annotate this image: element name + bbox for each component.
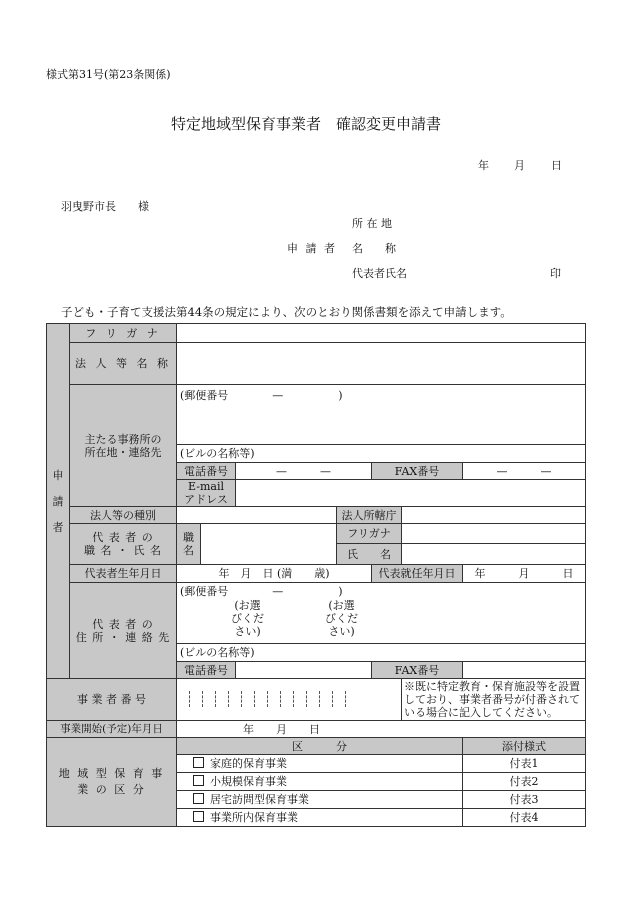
checkbox[interactable] [193, 757, 204, 768]
corp-name-input[interactable] [177, 343, 586, 385]
rep-start-input[interactable]: 年 月 日 [463, 565, 586, 583]
corp-type-label: 法人等の種別 [70, 507, 177, 524]
form-number: 様式第31号(第23条関係) [46, 68, 171, 81]
category-item-label: 居宅訪問型保育事業 [210, 793, 309, 806]
rep-title-input[interactable] [201, 524, 337, 565]
business-number-input[interactable] [177, 679, 402, 721]
corp-type-input[interactable] [177, 507, 337, 524]
rep-postal-input[interactable] [177, 583, 586, 644]
office-tel-label: 電話番号 [177, 463, 236, 480]
corp-name-label: 法 人 等 名 称 [70, 343, 177, 385]
rep-shimei-input[interactable] [402, 544, 586, 565]
attachment-header: 添付様式 [463, 738, 586, 755]
category-item-label: 事業所内保育事業 [210, 811, 298, 824]
page-title: 特定地域型保育事業者 確認変更申請書 [171, 115, 442, 133]
start-date-label: 事業開始(予定)年月日 [47, 721, 177, 738]
furigana-label: フ リ ガ ナ [70, 324, 177, 343]
intro-text: 子ども・子育て支援法第44条の規定により、次のとおり関係書類を添えて申請します。 [61, 305, 512, 319]
office-address-label: 主たる事務所の 所在地・連絡先 [70, 385, 177, 507]
rep-building-input[interactable]: (ビルの名称等) [177, 644, 586, 662]
addressee: 羽曳野市長 様 [61, 200, 149, 213]
start-date-input[interactable]: 年 月 日 [177, 721, 586, 738]
rep-tel-label: 電話番号 [177, 662, 236, 679]
category-item-label: 家庭的保育事業 [210, 757, 287, 770]
applicant-side-label: 申 請 者 [47, 324, 70, 679]
office-fax-label: FAX番号 [372, 463, 463, 480]
category-header: 区 分 [177, 738, 463, 755]
rep-shimei-label: 氏 名 [337, 544, 402, 565]
checkbox[interactable] [193, 775, 204, 786]
category-label: 地 域 型 保 育 事 業 の 区 分 [47, 738, 177, 827]
attachment-cell: 付表4 [463, 809, 586, 827]
rep-fax-label: FAX番号 [372, 662, 463, 679]
business-number-note: ※既に特定教育・保育施設等を設置しており、事業者番号が付番されている場合に記入してください。 [402, 679, 586, 721]
rep-start-label: 代表就任年月日 [372, 565, 463, 583]
representative-label: 代表者氏名 [352, 267, 407, 280]
rep-fax-input[interactable] [463, 662, 586, 679]
rep-tel-input[interactable] [236, 662, 372, 679]
attachment-cell: 付表3 [463, 791, 586, 809]
prefecture-select[interactable]: (お選 びくだ さい) [231, 599, 264, 638]
office-email-input[interactable] [236, 480, 586, 507]
rep-address-label: 代 表 者 の 住 所 ・ 連 絡 先 [70, 583, 177, 679]
name-label: 名 称 [352, 242, 396, 255]
applicant-label: 申 請 者 [287, 242, 337, 255]
business-number-label: 事 業 者 番 号 [47, 679, 177, 721]
category-item-label: 小規模保育事業 [210, 775, 287, 788]
rep-furigana-label: フリガナ [337, 524, 402, 544]
rep-birth-label: 代表者生年月日 [70, 565, 177, 583]
corp-office-label: 法人所轄庁 [337, 507, 402, 524]
rep-title-name-label: 代 表 者 の 職 名 ・ 氏 名 [70, 524, 177, 565]
office-fax-input[interactable]: — — [463, 463, 586, 480]
attachment-cell: 付表2 [463, 773, 586, 791]
rep-postal-text: (郵便番号 — ) [180, 585, 343, 598]
office-building-input[interactable]: (ビルの名称等) [177, 445, 586, 463]
date-day-label: 日 [551, 159, 562, 172]
city-select[interactable]: (お選 びくだ さい) [325, 599, 358, 638]
office-email-label: E-mail アドレス [177, 480, 236, 507]
rep-birth-input[interactable]: 年 月 日 (満 歳) [177, 565, 372, 583]
furigana-input[interactable] [177, 324, 586, 343]
checkbox[interactable] [193, 793, 204, 804]
business-number-boxes [177, 691, 401, 709]
attachment-cell: 付表1 [463, 755, 586, 773]
address-label: 所 在 地 [352, 217, 392, 230]
shoku-label: 職 名 [177, 524, 201, 565]
date-year-label: 年 [478, 159, 489, 172]
checkbox[interactable] [193, 811, 204, 822]
seal-mark: 印 [550, 267, 561, 280]
application-form-table [46, 323, 586, 827]
office-tel-input[interactable]: — — [236, 463, 372, 480]
corp-office-input[interactable] [402, 507, 586, 524]
rep-furigana-input[interactable] [402, 524, 586, 544]
date-month-label: 月 [514, 159, 525, 172]
office-postal-input[interactable]: (郵便番号 — ) [177, 385, 586, 445]
